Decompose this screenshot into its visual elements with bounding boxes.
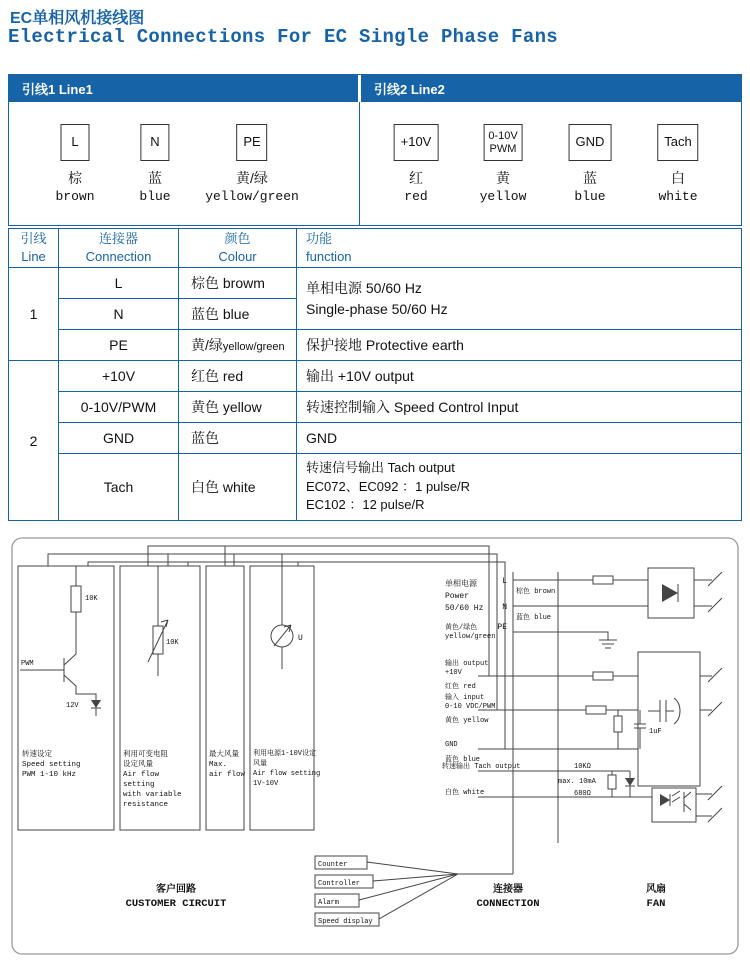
table-row [9,268,742,299]
pin-label: L [71,134,79,150]
pin-box [141,124,170,161]
footer-connection-en: CONNECTION [476,898,540,910]
table-row [9,330,742,361]
footer-customer-cn: 客户回路 [156,885,196,896]
terminal-pe [205,124,299,204]
box-a-label: 转速设定 [22,751,52,759]
module-controller: Controller [318,880,361,888]
box-b-label: setting [123,781,155,789]
colour-cell: 红色 red [179,361,297,392]
resistor-680-label: 680Ω [574,790,591,798]
pin-label: 0-10V [488,129,518,142]
line-number-cell: 1 [9,268,59,361]
tach-max-label: max. 10mA [558,778,596,786]
box-a-label: PWM 1-10 kHz [22,771,77,779]
wire-overview [8,74,742,226]
colour-cell: 黄色 yellow [179,392,297,423]
zener1-label: 12V [66,702,79,710]
power-label: 50/60 Hz [445,604,484,613]
line1-header: 引线1 Line1 [9,75,361,102]
fan-circuit [638,568,722,822]
overview-divider [359,102,360,225]
capacitor-label: 1uF [649,728,662,736]
colour-cell: 黄/绿yellow/green [179,330,297,361]
box-c-label: Max. [209,761,228,769]
terminal-colour-en: red [404,189,428,204]
wiring-diagram [8,534,742,965]
terminal-n [139,124,170,204]
terminal-pe-colour-cn: 黄色/绿色 [445,624,478,632]
box-a-label: Speed setting [22,761,81,769]
colour-cell: 蓝色 [179,423,297,454]
output-colour: 红色 red [445,683,476,691]
pin-box [569,124,612,161]
table-row [9,392,742,423]
colour-cell: 白色 white [179,454,297,521]
line2-header: 引线2 Line2 [361,75,741,102]
box-d-label: Air flow setting [253,770,321,778]
diode-symbols [91,584,678,806]
tach-colour: 白色 white [445,789,485,797]
terminal-n-label: N [502,603,507,612]
resistor1-label: 10K [85,595,98,603]
connection-cell: 0-10V/PWM [59,392,179,423]
box-d-label: 利用电源1-10V设定 [253,750,317,758]
module-counter: Counter [318,861,348,869]
pin-box [60,124,89,161]
box-d-label: 1V-10V [253,780,279,788]
col-header-function: 功能 function [297,229,742,268]
connection-cell: PE [59,330,179,361]
box-b-label: Air flow [123,771,160,779]
tach-label: 转速输出 Tach output [442,763,521,771]
footer-fan-cn: 风扇 [646,885,666,896]
pin-label: PE [243,134,261,150]
footer-customer-en: CUSTOMER CIRCUIT [125,898,227,910]
diagram-border [12,538,738,954]
connection-cell: L [59,268,179,299]
power-label: Power [445,592,470,601]
pin-box [394,124,439,161]
output-label: 输出 output [445,660,489,668]
function-cell: 转速控制输入 Speed Control Input [297,392,742,423]
box-b-label: 设定风量 [123,761,153,769]
terminal-pe-label: PE [497,623,507,632]
pin-box [236,124,267,161]
terminal-pe-colour-en: yellow/green [445,633,496,641]
pin-label: N [150,134,160,150]
terminal-colour-en: blue [139,189,171,204]
colour-cell: 蓝色 blue [179,299,297,330]
function-cell: 转速信号输出 Tach output EC072、EC092 ：1 pulse/R EC102 ：12 pulse/R [297,454,742,521]
pwm-label: PWM [21,660,34,668]
overview-header [9,75,741,102]
function-cell: 单相电源 50/60 Hz Single-phase 50/60 Hz [297,268,742,330]
module-speed-display: Speed display [318,918,373,926]
footer-fan-en: FAN [646,898,666,910]
box-b-label: 利用可变电阻 [123,751,168,759]
terminal-colour-cn: 黄 [496,170,510,186]
terminal-l-colour: 棕色 brown [516,588,556,596]
terminal-colour-cn: 棕 [67,170,82,186]
terminal-colour-cn: 蓝 [148,170,162,186]
terminal-tach [657,124,698,204]
terminal-l-label: L [502,577,507,586]
input-value: 0-10 VDC/PWM [445,703,496,711]
page-title-en: Electrical Connections For EC Single Phase Fans [8,26,558,48]
table-row [9,423,742,454]
footer-connection-cn: 连接器 [493,885,523,896]
terminal-colour-cn: 红 [408,170,423,186]
box-b-label: resistance [123,801,169,809]
gnd-colour: 蓝色 blue [445,756,481,764]
input-label: 输入 input [445,694,485,702]
overview-body [9,102,741,225]
terminal-colour-cn: 黄/绿 [236,170,268,186]
col-header-line: 引线 Line [9,229,59,268]
terminal-l [55,124,94,204]
function-cell: 输出 +10V output [297,361,742,392]
pin-box [483,124,522,161]
terminal-colour-cn: 白 [671,170,685,186]
terminal-gnd [569,124,612,204]
terminal-colour-en: white [658,189,698,204]
gnd-label: GND [445,741,458,749]
terminal-colour-en: yellow [479,189,527,204]
col-header-connection: 连接器 Connection [59,229,179,268]
box-b-label: with variable [123,791,182,799]
function-cell: GND [297,423,742,454]
module-alarm: Alarm [318,899,340,907]
connection-cell: N [59,299,179,330]
connection-table [8,228,742,521]
pin-box [657,124,698,161]
output-value: +10V [445,669,462,677]
circuit-wires [20,546,652,843]
pin-label: Tach [664,134,692,150]
box-c-label: air flow [209,771,246,779]
connection-cell: +10V [59,361,179,392]
terminal-colour-cn: 蓝 [582,170,597,186]
terminal-colour-en: yellow/green [205,189,299,204]
motor-block [638,652,700,786]
resistor-10k-label: 10KΩ [574,763,591,771]
box-c-label: 最大风量 [209,751,239,759]
pin-label-line2: PWM [489,142,517,155]
table-header-row [9,229,742,268]
terminal-pwm [480,124,527,204]
table-row [9,361,742,392]
table-row [9,454,742,521]
resistor2-label: 10K [166,639,179,647]
pin-label: GND [575,134,605,150]
function-cell: 保护接地 Protective earth [297,330,742,361]
connection-cell: Tach [59,454,179,521]
col-header-colour: 颜色 Colour [179,229,297,268]
colour-cell: 棕色 browm [179,268,297,299]
input-colour: 黄色 yellow [445,717,489,725]
box-d-label: 风量 [253,760,267,768]
voltage-source-label: U [298,634,303,643]
page-title-cn: EC单相风机接线图 [10,10,145,27]
connection-cell: GND [59,423,179,454]
pin-label: +10V [400,134,432,150]
terminal-n-colour: 蓝色 blue [516,614,552,622]
diagram-labels [21,577,666,926]
terminal-colour-en: brown [55,189,95,204]
power-label: 单相电源 [445,580,477,589]
terminal-colour-en: blue [574,189,606,204]
line-number-cell: 2 [9,361,59,521]
terminal-10v [394,124,439,204]
